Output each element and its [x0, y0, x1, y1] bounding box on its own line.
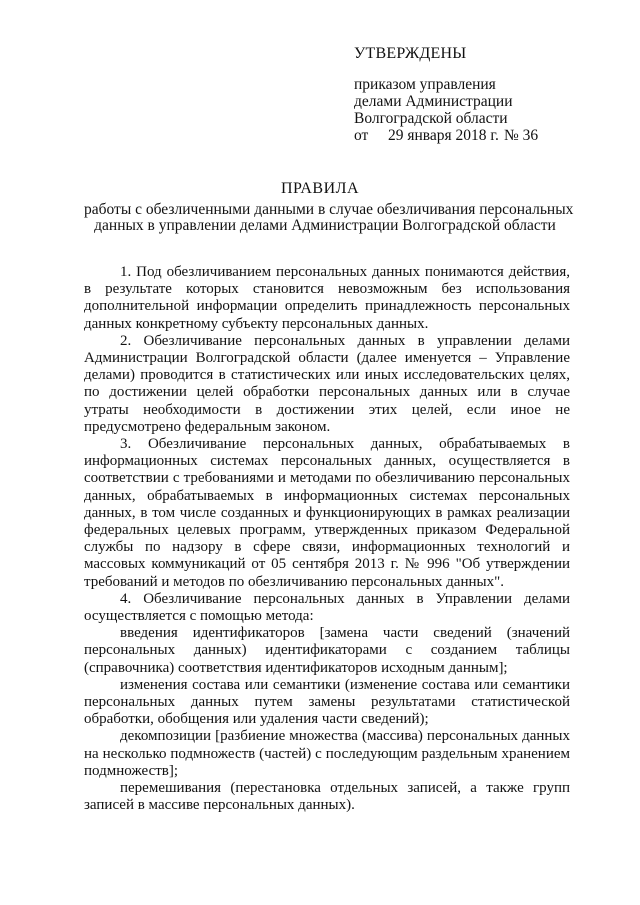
approval-heading: УТВЕРЖДЕНЫ [354, 45, 467, 62]
method-shuffling: перемешивания (перестановка отдельных записей, а также групп записей в массиве персональных данных). [84, 780, 570, 814]
document-subtitle [84, 201, 574, 234]
method-semantics-change: изменения состава или семантики (изменение состава или семантики персональных данных путем замены результатами статистической обработки, обобщения или удаления части сведений); [84, 676, 570, 728]
method-decomposition: декомпозиции [разбиение множества (массива) персональных данных на несколько подмножеств (частей) с последующим раздельным хранением подмножеств]; [84, 728, 570, 779]
subtitle-line: работы с обезличенными данными в случае обезличивания персональных [84, 201, 574, 218]
order-reference [354, 127, 538, 144]
section-1-paragraph: 1. Под обезличиванием персональных данных понимаются действия, в результате которых становится невозможным без использования дополнительной информации определить принадлежность персональных данных конкретному субъекту персональных данных. [84, 264, 570, 332]
document-body [84, 264, 570, 815]
approval-line: приказом управления [354, 76, 496, 93]
method-identifiers: введения идентификаторов [замена части сведений (значений персональных данных) идентификаторами с созданием таблицы (справочника) соответствия идентификаторов исходным данным]; [84, 625, 570, 676]
section-4-paragraph: 4. Обезличивание персональных данных в Управлении делами осуществляется с помощью метода: [84, 590, 570, 625]
order-date: 29 января 2018 г. [388, 127, 499, 144]
approval-line: Волгоградской области [354, 110, 508, 127]
order-number: № 36 [504, 127, 539, 144]
subtitle-line: данных в управлении делами Администрации Волгоградской области [94, 217, 556, 234]
section-3-paragraph: 3. Обезличивание персональных данных, обрабатываемых в информационных системах персональных данных, осуществляется в соответствии с требованиями и методами по обезличиванию персональных данных, обрабатываемых в информационных системах персональных данных, в том числе созданных и функционирующих в рамках реализации федеральных целевых программ, утвержденных приказом Федеральной службы по надзору в сфере связи, информационных технологий и массовых коммуникаций от 05 сентября 2013 г. № 996 "Об утверждении требований и методов по обезличиванию персональных данных". [84, 436, 570, 590]
approval-line: делами Администрации [354, 93, 513, 110]
section-2-paragraph: 2. Обезличивание персональных данных в управлении делами Администрации Волгоградской области (далее именуется – Управление делами) проводится в статистических или иных исследовательских целях, по достижении целей обработки персональных данных или в случае утраты необходимости в достижении этих целей, если иное не предусмотрено федеральным законом. [84, 332, 570, 435]
order-from-label: от [354, 127, 369, 144]
document-title: ПРАВИЛА [280, 180, 360, 197]
approval-block [354, 45, 604, 127]
